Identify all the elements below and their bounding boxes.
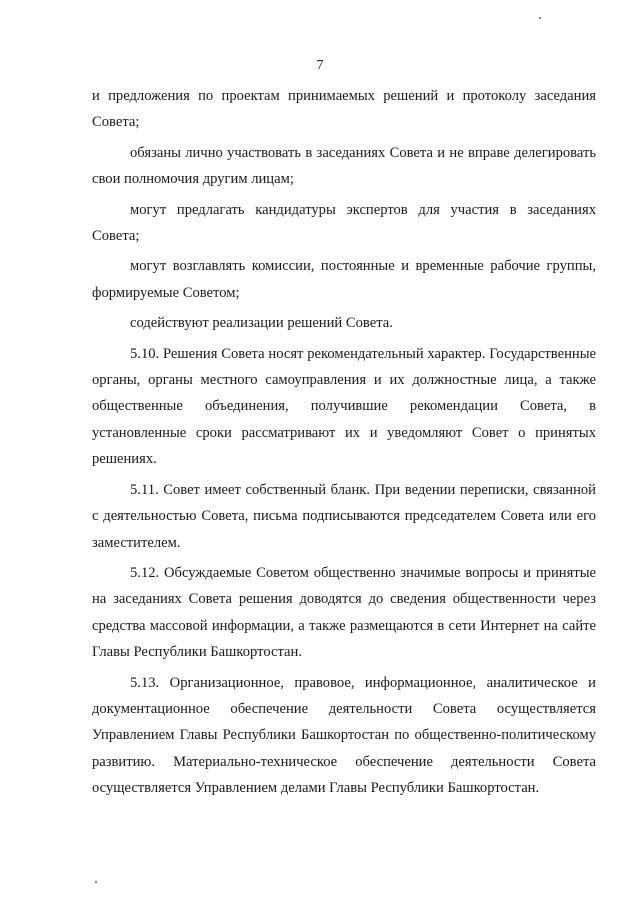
page-number: 7 xyxy=(316,58,324,73)
clause-5-10: 5.10. Решения Совета носят рекомендательный характер. Государственные органы, органы местного самоуправления и их должностные лица, а также общественные объединения, получившие рекомендации Совета, в установленные сроки рассматривают их и уведомляют Совет о принятых решениях. xyxy=(92,345,596,468)
clause-5-12: 5.12. Обсуждаемые Советом общественно значимые вопросы и принятые на заседаниях Совета решения доводятся до сведения общественности через средства массовой информации, а также размещаются в сети Интернет на сайте Главы Республики Башкортостан. xyxy=(92,564,596,661)
scan-speck xyxy=(95,881,97,883)
document-body xyxy=(92,83,596,806)
paragraph-lead-commissions: могут возглавлять комиссии, постоянные и временные рабочие группы, формируемые Советом; xyxy=(92,258,596,301)
paragraph-continuation: и предложения по проектам принимаемых решений и протоколу заседания Совета; xyxy=(92,88,596,131)
paragraph-obligation-participate: обязаны лично участвовать в заседаниях Совета и не вправе делегировать свои полномочия другим лицам; xyxy=(92,144,596,188)
clause-5-13: 5.13. Организационное, правовое, информационное, аналитическое и документационное обеспечение деятельности Совета осуществляется Управлением Главы Республики Башкортостан по общественно-политическому развитию. Материально-техническое обеспечение деятельности Совета осуществляется Управлением делами Главы Республики Башкортостан. xyxy=(92,674,596,797)
clause-5-11: 5.11. Совет имеет собственный бланк. При ведении переписки, связанной с деятельностью Совета, письма подписываются председателем Совета или его заместителем. xyxy=(92,481,596,551)
paragraph-assist-implementation: содействуют реализации решений Совета. xyxy=(130,315,393,332)
scan-speck xyxy=(539,17,541,19)
paragraph-propose-experts: могут предлагать кандидатуры экспертов для участия в заседаниях Совета; xyxy=(92,201,596,245)
